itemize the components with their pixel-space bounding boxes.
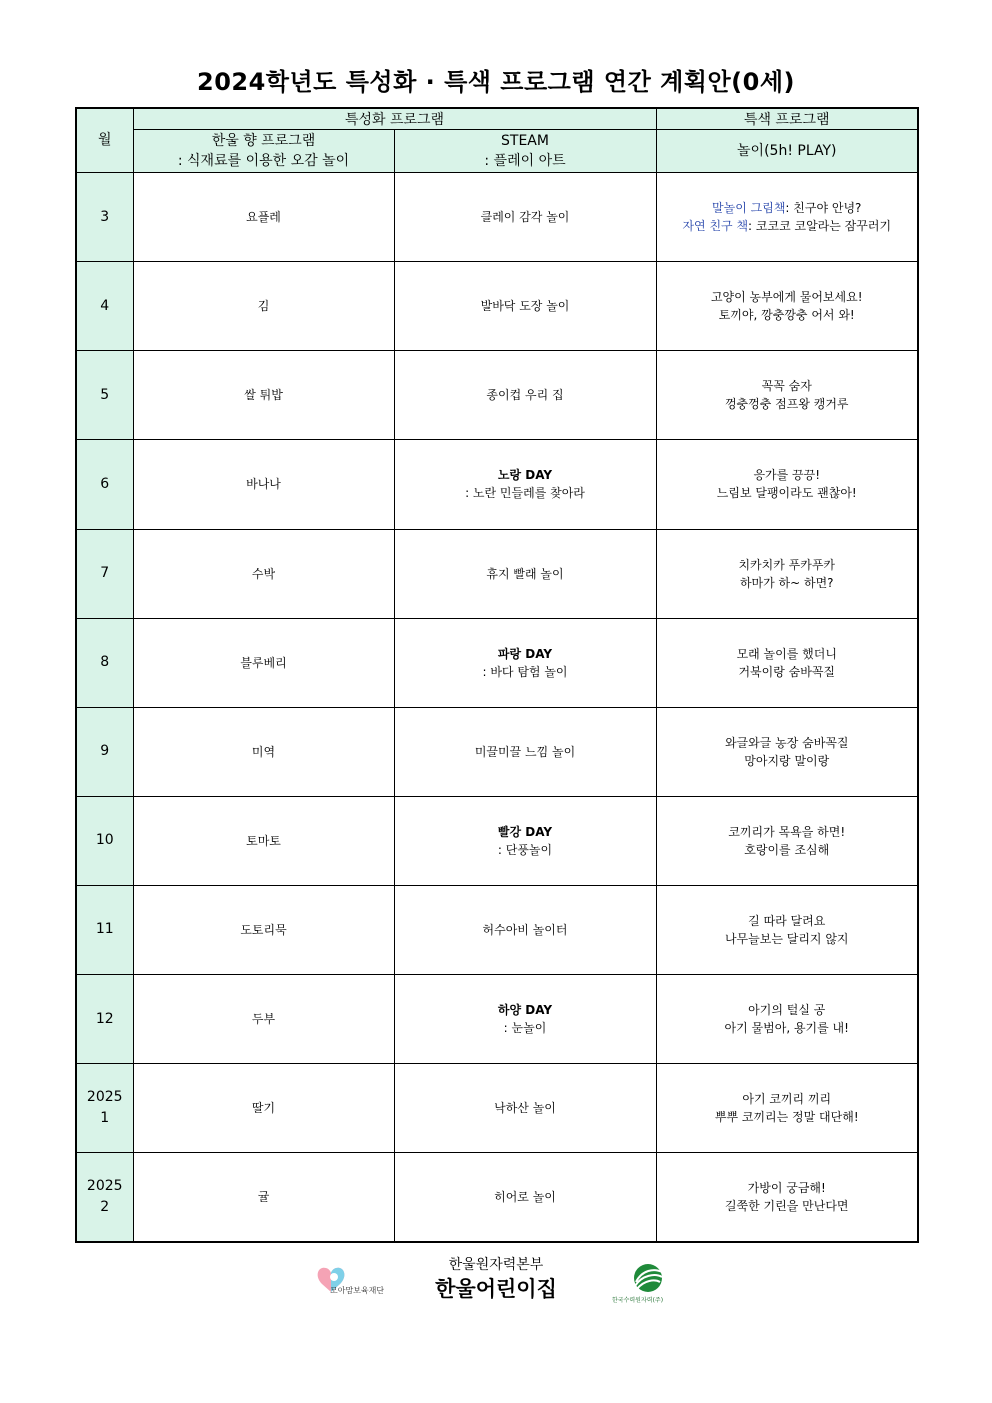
month-cell: 3 (76, 173, 133, 262)
play-cell: 응가를 끙끙! 느림보 달팽이라도 괜찮아! (656, 440, 918, 529)
table-row (76, 440, 918, 529)
food-cell: 딸기 (133, 1064, 394, 1153)
food-cell: 두부 (133, 975, 394, 1064)
month-cell: 9 (76, 707, 133, 796)
table-row (76, 707, 918, 796)
month-cell: 11 (76, 885, 133, 974)
play-cell: 길 따라 달려요 나무늘보는 달리지 않지 (656, 885, 918, 974)
steam-program-header: STEAM : 플레이 아트 (394, 130, 656, 173)
month-cell: 6 (76, 440, 133, 529)
food-cell: 도토리묵 (133, 885, 394, 974)
play-cell: 말놀이 그림책: 친구야 안녕? 자연 친구 책: 코코코 코알라는 잠꾸러기 (656, 173, 918, 262)
month-cell: 12 (76, 975, 133, 1064)
steam-cell: 휴지 빨래 놀이 (394, 529, 656, 618)
steam-cell: 종이컵 우리 집 (394, 351, 656, 440)
specialized-program-header: 특성화 프로그램 (133, 108, 656, 130)
khnp-logo-text: 한국수력원자력(주) (612, 1297, 664, 1304)
play-cell: 고양이 농부에게 물어보세요! 토끼야, 깡충깡충 어서 와! (656, 262, 918, 351)
table-row (76, 975, 918, 1064)
footer-center-name: 한울어린이집 (435, 1277, 557, 1301)
play-cell: 가방이 궁금해! 길쭉한 기린을 만난다면 (656, 1153, 918, 1242)
play-cell: 아기의 털실 공 아기 물범아, 용기를 내! (656, 975, 918, 1064)
annual-plan-table (75, 107, 919, 1243)
food-cell: 김 (133, 262, 394, 351)
table-row (76, 529, 918, 618)
month-cell: 2025 2 (76, 1153, 133, 1242)
page-title: 2024학년도 특성화 · 특색 프로그램 연간 계획안(0세) (197, 68, 795, 96)
distinctive-program-header: 특색 프로그램 (656, 108, 918, 130)
month-cell: 2025 1 (76, 1064, 133, 1153)
table-row (76, 173, 918, 262)
table-row (76, 351, 918, 440)
play-program-header: 놀이(5h! PLAY) (656, 130, 918, 173)
steam-cell: 하양 DAY : 눈놀이 (394, 975, 656, 1064)
steam-cell: 빨강 DAY : 단풍놀이 (394, 796, 656, 885)
play-cell: 모래 놀이를 했더니 거북이랑 숨바꼭질 (656, 618, 918, 707)
play-cell: 코끼리가 목욕을 하면! 호랑이를 조심해 (656, 796, 918, 885)
play-cell: 와글와글 농장 숨바꼭질 망아지랑 말이랑 (656, 707, 918, 796)
month-header: 월 (76, 108, 133, 173)
steam-cell: 노랑 DAY : 노란 민들레를 찾아라 (394, 440, 656, 529)
steam-cell: 클레이 감각 놀이 (394, 173, 656, 262)
food-cell: 토마토 (133, 796, 394, 885)
table-row (76, 796, 918, 885)
month-cell: 5 (76, 351, 133, 440)
khnp-logo-icon (622, 1262, 674, 1294)
food-cell: 귤 (133, 1153, 394, 1242)
footer (0, 1252, 992, 1312)
month-cell: 4 (76, 262, 133, 351)
table-row (76, 618, 918, 707)
table-row (76, 1064, 918, 1153)
food-cell: 미역 (133, 707, 394, 796)
play-cell: 꼭꼭 숨자 껑충껑충 점프왕 캥거루 (656, 351, 918, 440)
steam-cell: 발바닥 도장 놀이 (394, 262, 656, 351)
steam-cell: 낙하산 놀이 (394, 1064, 656, 1153)
steam-cell: 허수아비 놀이터 (394, 885, 656, 974)
steam-cell: 파랑 DAY : 바다 탐험 놀이 (394, 618, 656, 707)
food-cell: 요플레 (133, 173, 394, 262)
table-row (76, 262, 918, 351)
foundation-logo-text: 모아맘보육재단 (330, 1286, 385, 1295)
food-cell: 블루베리 (133, 618, 394, 707)
hanul-program-header: 한울 향 프로그램 : 식재료를 이용한 오감 놀이 (133, 130, 394, 173)
steam-cell: 미끌미끌 느낌 놀이 (394, 707, 656, 796)
food-cell: 수박 (133, 529, 394, 618)
food-cell: 바나나 (133, 440, 394, 529)
month-cell: 8 (76, 618, 133, 707)
play-cell: 치카치카 푸카푸카 하마가 하~ 하면? (656, 529, 918, 618)
month-cell: 10 (76, 796, 133, 885)
month-cell: 7 (76, 529, 133, 618)
food-cell: 쌀 튀밥 (133, 351, 394, 440)
table-row (76, 1153, 918, 1242)
steam-cell: 히어로 놀이 (394, 1153, 656, 1242)
footer-org-name: 한울원자력본부 (448, 1257, 544, 1273)
table-row (76, 885, 918, 974)
play-cell: 아기 코끼리 끼리 뿌뿌 코끼리는 정말 대단해! (656, 1064, 918, 1153)
